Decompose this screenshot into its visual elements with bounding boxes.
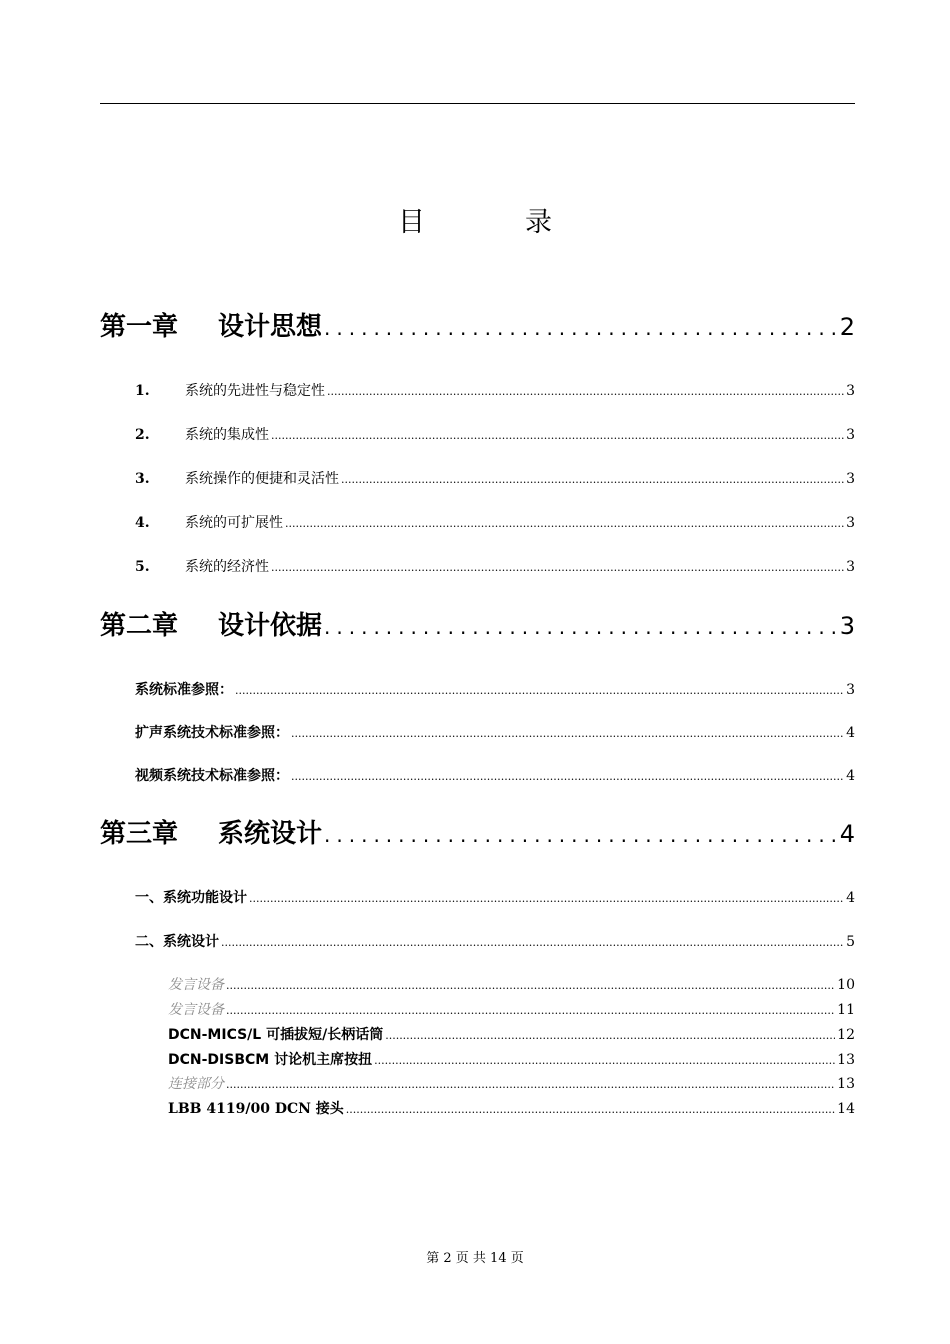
chapter-page: 3 [839, 612, 855, 640]
chapter-page: 4 [839, 820, 855, 848]
section-page: 4 [846, 768, 855, 784]
toc-title-left: 目 [398, 207, 425, 238]
item-page: 13 [837, 1052, 855, 1068]
toc-section[interactable] [135, 468, 855, 488]
section-label: 系统的先进性与稳定性 [185, 383, 325, 399]
toc-section[interactable] [135, 556, 855, 576]
toc-chapter-2[interactable] [100, 605, 855, 641]
item-page: 14 [837, 1101, 855, 1117]
section-index: 5. [135, 559, 150, 575]
leader-dots [374, 1054, 835, 1067]
chapter-label: 系统设计 [218, 819, 323, 849]
toc-section[interactable] [135, 424, 855, 444]
item-label: 连接部分 [168, 1076, 224, 1092]
chapter-number: 第三章 [100, 819, 179, 849]
toc-section[interactable] [135, 887, 855, 907]
item-label: DCN-MICS/L 可插拔短/长柄话筒 [168, 1027, 384, 1043]
leader-dots [291, 770, 844, 783]
toc-section[interactable] [135, 931, 855, 951]
leader-dots [249, 892, 844, 905]
leader-dots [226, 1078, 835, 1091]
section-index: 3. [135, 471, 150, 487]
section-page: 5 [846, 934, 855, 950]
leader-dots [324, 615, 838, 639]
toc-item[interactable] [168, 974, 855, 994]
toc-item[interactable] [168, 999, 855, 1019]
section-index: 4. [135, 515, 150, 531]
toc-section[interactable] [135, 679, 855, 699]
item-label: 发言设备 [168, 1002, 224, 1018]
toc-item[interactable] [168, 1024, 855, 1044]
section-label: 系统标准参照： [135, 682, 233, 698]
toc-title [0, 200, 950, 239]
toc-section[interactable] [135, 512, 855, 532]
section-label: 一、系统功能设计 [135, 890, 247, 906]
toc-item[interactable] [168, 1073, 855, 1093]
section-page: 3 [846, 682, 855, 698]
leader-dots [271, 561, 844, 574]
leader-dots [226, 979, 835, 992]
toc-section[interactable] [135, 722, 855, 742]
toc-section[interactable] [135, 765, 855, 785]
section-page: 3 [846, 427, 855, 443]
section-page: 3 [846, 471, 855, 487]
section-index: 1. [135, 383, 150, 399]
header-rule [100, 103, 855, 104]
section-index: 2. [135, 427, 150, 443]
leader-dots [226, 1004, 835, 1017]
leader-dots [327, 385, 844, 398]
chapter-label: 设计依据 [218, 611, 323, 641]
item-page: 11 [837, 1002, 855, 1018]
leader-dots [346, 1103, 835, 1116]
item-label: DCN-DISBCM 讨论机主席按扭 [168, 1052, 373, 1068]
section-label: 扩声系统技术标准参照： [135, 725, 289, 741]
section-label: 系统的经济性 [185, 559, 269, 575]
section-page: 3 [846, 383, 855, 399]
item-page: 12 [837, 1027, 855, 1043]
section-page: 3 [846, 515, 855, 531]
item-page: 13 [837, 1076, 855, 1092]
leader-dots [324, 316, 838, 340]
toc-item[interactable] [168, 1098, 855, 1118]
section-label: 系统操作的便捷和灵活性 [185, 471, 339, 487]
leader-dots [291, 727, 844, 740]
chapter-number: 第二章 [100, 611, 179, 641]
leader-dots [324, 823, 838, 847]
toc-chapter-1[interactable] [100, 306, 855, 342]
section-page: 4 [846, 890, 855, 906]
page-footer: 第 2 页 共 14 页 [426, 1251, 524, 1266]
item-page: 10 [837, 977, 855, 993]
leader-dots [271, 429, 844, 442]
leader-dots [385, 1029, 835, 1042]
section-label: 系统的集成性 [185, 427, 269, 443]
leader-dots [285, 517, 844, 530]
toc-title-right: 录 [525, 207, 552, 238]
section-page: 3 [846, 559, 855, 575]
chapter-label: 设计思想 [218, 312, 323, 342]
chapter-page: 2 [839, 313, 855, 341]
section-page: 4 [846, 725, 855, 741]
leader-dots [341, 473, 844, 486]
item-label: 发言设备 [168, 977, 224, 993]
toc-chapter-3[interactable] [100, 813, 855, 849]
section-label: 视频系统技术标准参照： [135, 768, 289, 784]
toc-section[interactable] [135, 380, 855, 400]
item-label: LBB 4119/00 DCN 接头 [168, 1101, 344, 1117]
section-label: 系统的可扩展性 [185, 515, 283, 531]
leader-dots [221, 936, 844, 949]
section-label: 二、系统设计 [135, 934, 219, 950]
leader-dots [235, 684, 844, 697]
toc-item[interactable] [168, 1049, 855, 1069]
chapter-number: 第一章 [100, 312, 179, 342]
